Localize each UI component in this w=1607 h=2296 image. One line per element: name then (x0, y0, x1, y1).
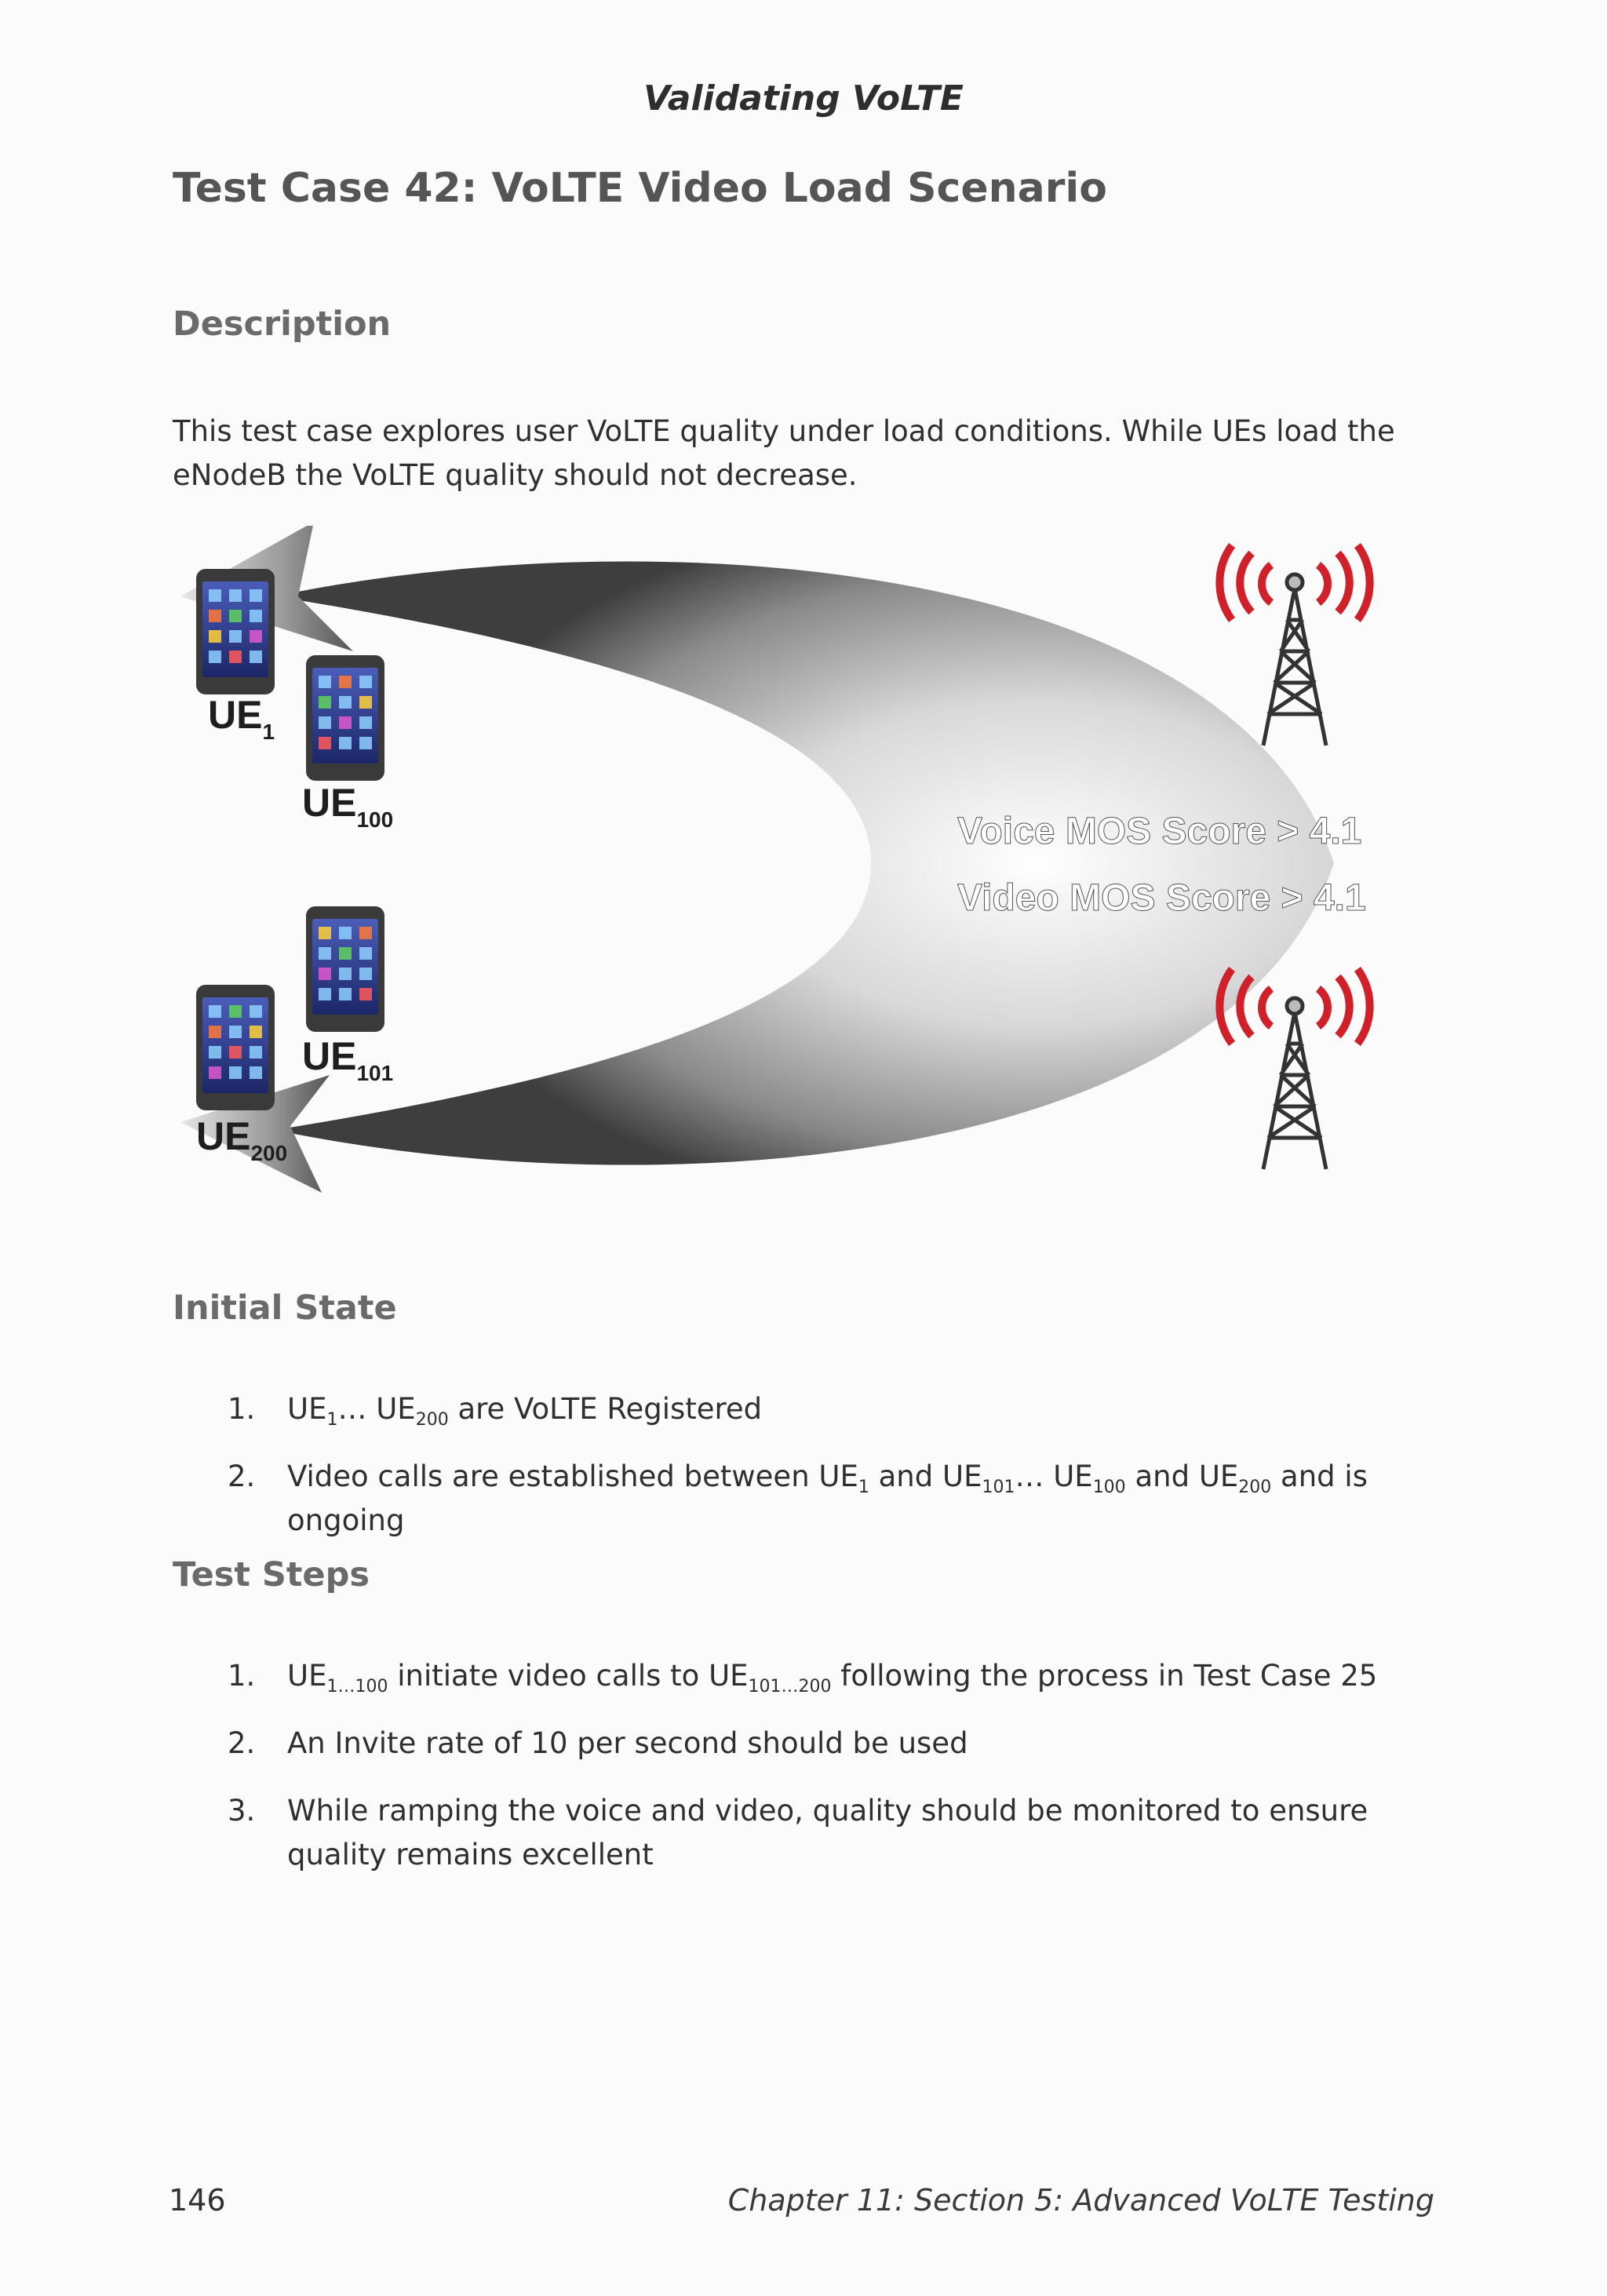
phone-ue200-icon (196, 985, 275, 1110)
page-number: 146 (169, 2183, 226, 2218)
description-text: This test case explores user VoLTE quality under load conditions. While UEs load the eNodeB the VoLTE quality should not decrease. (173, 414, 1395, 492)
running-head: Validating VoLTE (643, 78, 964, 118)
list-item: 1. $UE_1\dots$ $UE_{200}$ are VoLTE Registered (228, 1392, 763, 1430)
crescent-shape (275, 561, 1334, 1164)
phone-ue1-icon (196, 569, 275, 694)
ue100-label-sub: 100 (356, 807, 394, 832)
test-steps-list (228, 1654, 1467, 1901)
phone-ue101-icon (306, 906, 384, 1032)
phone-ue100-icon (306, 655, 384, 781)
description-heading: Description (173, 304, 392, 344)
list-item: 3. While ramping the voice and video, quality should be monitored to ensure quality remains excellent (228, 1794, 1368, 1871)
ue101-label: $UE_{101}$ (302, 1034, 394, 1085)
ue1-label: $UE_1$ (208, 693, 275, 744)
list-item: 1. $UE_{1\dots 100}$ initiate video calls to $UE_{101\dots 200}$ following the process in Test Case 25 (228, 1659, 1378, 1696)
ue100-label: $UE_{100}$ (302, 781, 394, 832)
voice-mos-label: Voice MOS Score > 4.1 (957, 811, 1362, 852)
cell-tower-bottom-icon (1219, 969, 1369, 1169)
page-title: Test Case 42: VoLTE Video Load Scenario (173, 165, 1107, 212)
initial-state-list (228, 1387, 1467, 1566)
ue200-label-sub: 200 (250, 1141, 288, 1165)
video-mos-label: Video MOS Score > 4.1 (957, 877, 1366, 919)
volte-load-diagram (180, 526, 1420, 1201)
list-item: 2. Video calls are established between $UE_1$ and $UE_{101}\dots$ $UE_{100}$ and $UE_{200}$ and is ongoing (228, 1460, 1368, 1537)
chapter-footer: Chapter 11: Section 5: Advanced VoLTE Testing (727, 2183, 1434, 2218)
cell-tower-top-icon (1219, 545, 1369, 745)
test-steps-heading: Test Steps (173, 1555, 370, 1594)
initial-state-heading: Initial State (173, 1288, 397, 1328)
ue200-label: $UE_{200}$ (196, 1114, 288, 1165)
list-item: 2. An Invite rate of 10 per second should be used (228, 1726, 968, 1760)
ue101-label-sub: 101 (356, 1061, 394, 1085)
ue1-label-sub: 1 (262, 720, 275, 744)
